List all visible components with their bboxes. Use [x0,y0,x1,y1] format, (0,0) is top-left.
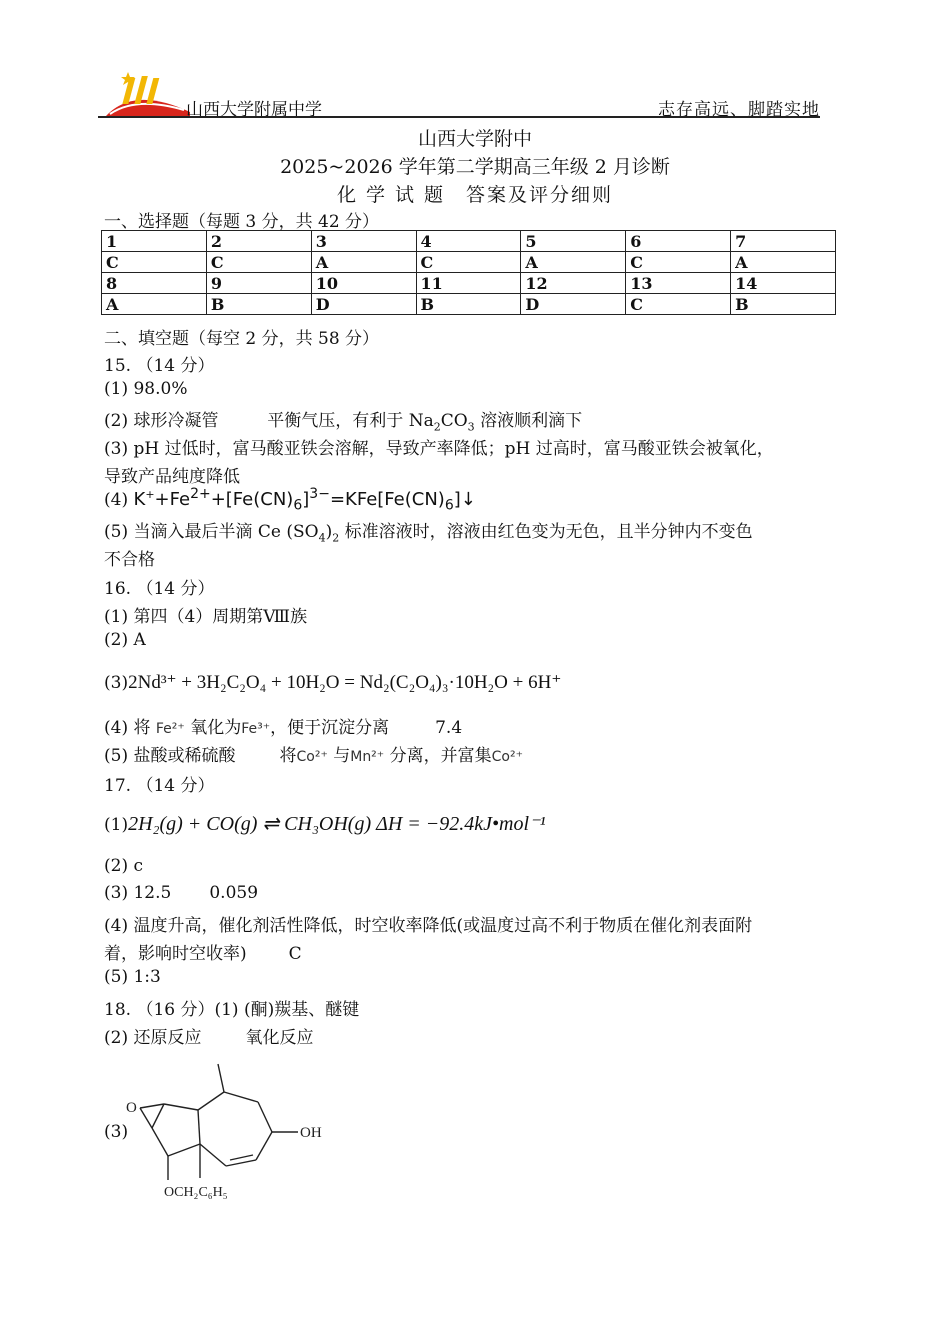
table-cell: 9 [206,273,311,294]
q16-precipitation-equation: 2Nd³⁺ + 3H₂C₂O₄ + 10H₂O = Nd₂(C₂O₄)₃·10H₂O + 6H⁺ [128,672,562,693]
q16-answer-1: (1) 第四（4）周期第Ⅷ族 [104,607,308,627]
table-cell: 4 [416,231,521,252]
q17-answer-4-line2: 着，影响时空收率) C [104,944,302,964]
table-row [102,273,836,294]
table-cell: 1 [102,231,207,252]
title-subject: 化 学 试 题 答案及评分细则 [336,184,614,206]
table-cell: 12 [521,273,626,294]
q18-answer-3-label: (3) [104,1122,129,1142]
q15-answer-3-line2: 导致产品纯度降低 [104,467,240,487]
table-row [102,294,836,315]
section2-heading: 二、填空题（每空 2 分，共 58 分） [104,329,380,349]
table-cell: A [731,252,836,273]
q15-title: 15. （14 分） [104,356,215,376]
table-cell: C [416,252,521,273]
title-school: 山西大学附中 [417,128,532,150]
table-cell: B [731,294,836,315]
table-cell: C [102,252,207,273]
table-cell: 13 [626,273,731,294]
q15-answer-2-label: (2) 球形冷凝管 [104,411,219,431]
table-cell: 10 [311,273,416,294]
table-cell: 7 [731,231,836,252]
chemical-structure [120,1060,340,1210]
table-cell: 14 [731,273,836,294]
table-row [102,252,836,273]
table-row [102,231,836,252]
table-cell: 8 [102,273,207,294]
table-cell: 3 [311,231,416,252]
table-cell: 6 [626,231,731,252]
struct-och2c6h5: OCH₂C₆H₅ [164,1185,228,1200]
table-cell: A [311,252,416,273]
table-cell: D [521,294,626,315]
q16-answer-4: (4) 将 Fe²⁺ 氧化为Fe³⁺，便于沉淀分离 7.4 [104,718,463,738]
q16-answer-2: (2) A [104,630,146,650]
q16-answer-5: (5) 盐酸或稀硫酸 将Co²⁺ 与Mn²⁺ 分离，并富集Co²⁺ [104,746,523,766]
q17-answer-2: (2) c [104,856,144,876]
table-cell: D [311,294,416,315]
struct-epoxide-o: O [126,1100,137,1116]
q16-answer-3: (3)2Nd³⁺ + 3H₂C₂O₄ + 10H₂O = Nd₂(C₂O₄)₃·10H₂O + 6H⁺ [104,672,562,693]
q18-title: 18. （16 分）(1) (酮)羰基、醚键 [104,1000,360,1020]
table-cell: C [626,294,731,315]
q15-ionic-equation: $K^++Fe^{2+}+[Fe(CN)_6]^{3-}=KFe[Fe(CN)_6]↓$ [133,486,476,514]
q17-answer-3: (3) 12.5 0.059 [104,883,259,903]
q15-answer-3-line1: (3) pH 过低时，富马酸亚铁会溶解，导致产率降低；pH 过高时，富马酸亚铁会被氧化， [104,439,774,459]
header-rule [98,116,820,118]
table-cell: 2 [206,231,311,252]
table-cell: C [626,252,731,273]
q16-ph-value: 7.4 [435,718,463,738]
q15-answer-4: (4) $K^++Fe^{2+}+[Fe(CN)_6]^{3-}=KFe[Fe(CN)_6]↓$ [104,486,476,514]
struct-oh: OH [300,1125,322,1141]
school-logo [104,68,194,118]
q17-answer-1: (1)2H₂(g) + CO(g) ⇌ CH₃OH(g) ΔH = −92.4kJ•mol⁻¹ [104,813,546,835]
table-cell: B [416,294,521,315]
q16-title: 16. （14 分） [104,579,215,599]
q15-answer-5: (5) 当滴入最后半滴 Ce $(SO_4)_2$ 标准溶液时，溶液由红色变为无色，且半分钟内不变色 [104,522,753,545]
q17-answer-5: (5) 1:3 [104,967,161,987]
table-cell: A [521,252,626,273]
q15-answer-5-line2: 不合格 [104,550,155,570]
table-cell: 5 [521,231,626,252]
q18-answer-2: (2) 还原反应 氧化反应 [104,1028,314,1048]
q15-answer-1: (1) 98.0% [104,379,188,399]
title-exam: 2025~2026 学年第二学期高三年级 2 月诊断 [280,156,670,178]
answer-table [101,230,836,315]
table-cell: A [102,294,207,315]
table-cell: B [206,294,311,315]
q17-title: 17. （14 分） [104,776,215,796]
q17-thermo-equation: 2H₂(g) + CO(g) ⇌ CH₃OH(g) ΔH = −92.4kJ•mol⁻¹ [128,813,546,835]
section1-heading: 一、选择题（每题 3 分，共 42 分） [104,212,380,232]
header-school: 山西大学附属中学 [186,100,322,120]
q17-answer-4-line1: (4) 温度升高，催化剂活性降低，时空收率降低(或温度过高不利于物质在催化剂表面附 [104,916,753,936]
table-cell: 11 [416,273,521,294]
table-cell: C [206,252,311,273]
header-motto: 志存高远、脚踏实地 [658,100,820,120]
q15-answer-2: (2) 球形冷凝管 平衡气压，有利于 $Na_2CO_3$ 溶液顺利滴下 [104,411,583,434]
